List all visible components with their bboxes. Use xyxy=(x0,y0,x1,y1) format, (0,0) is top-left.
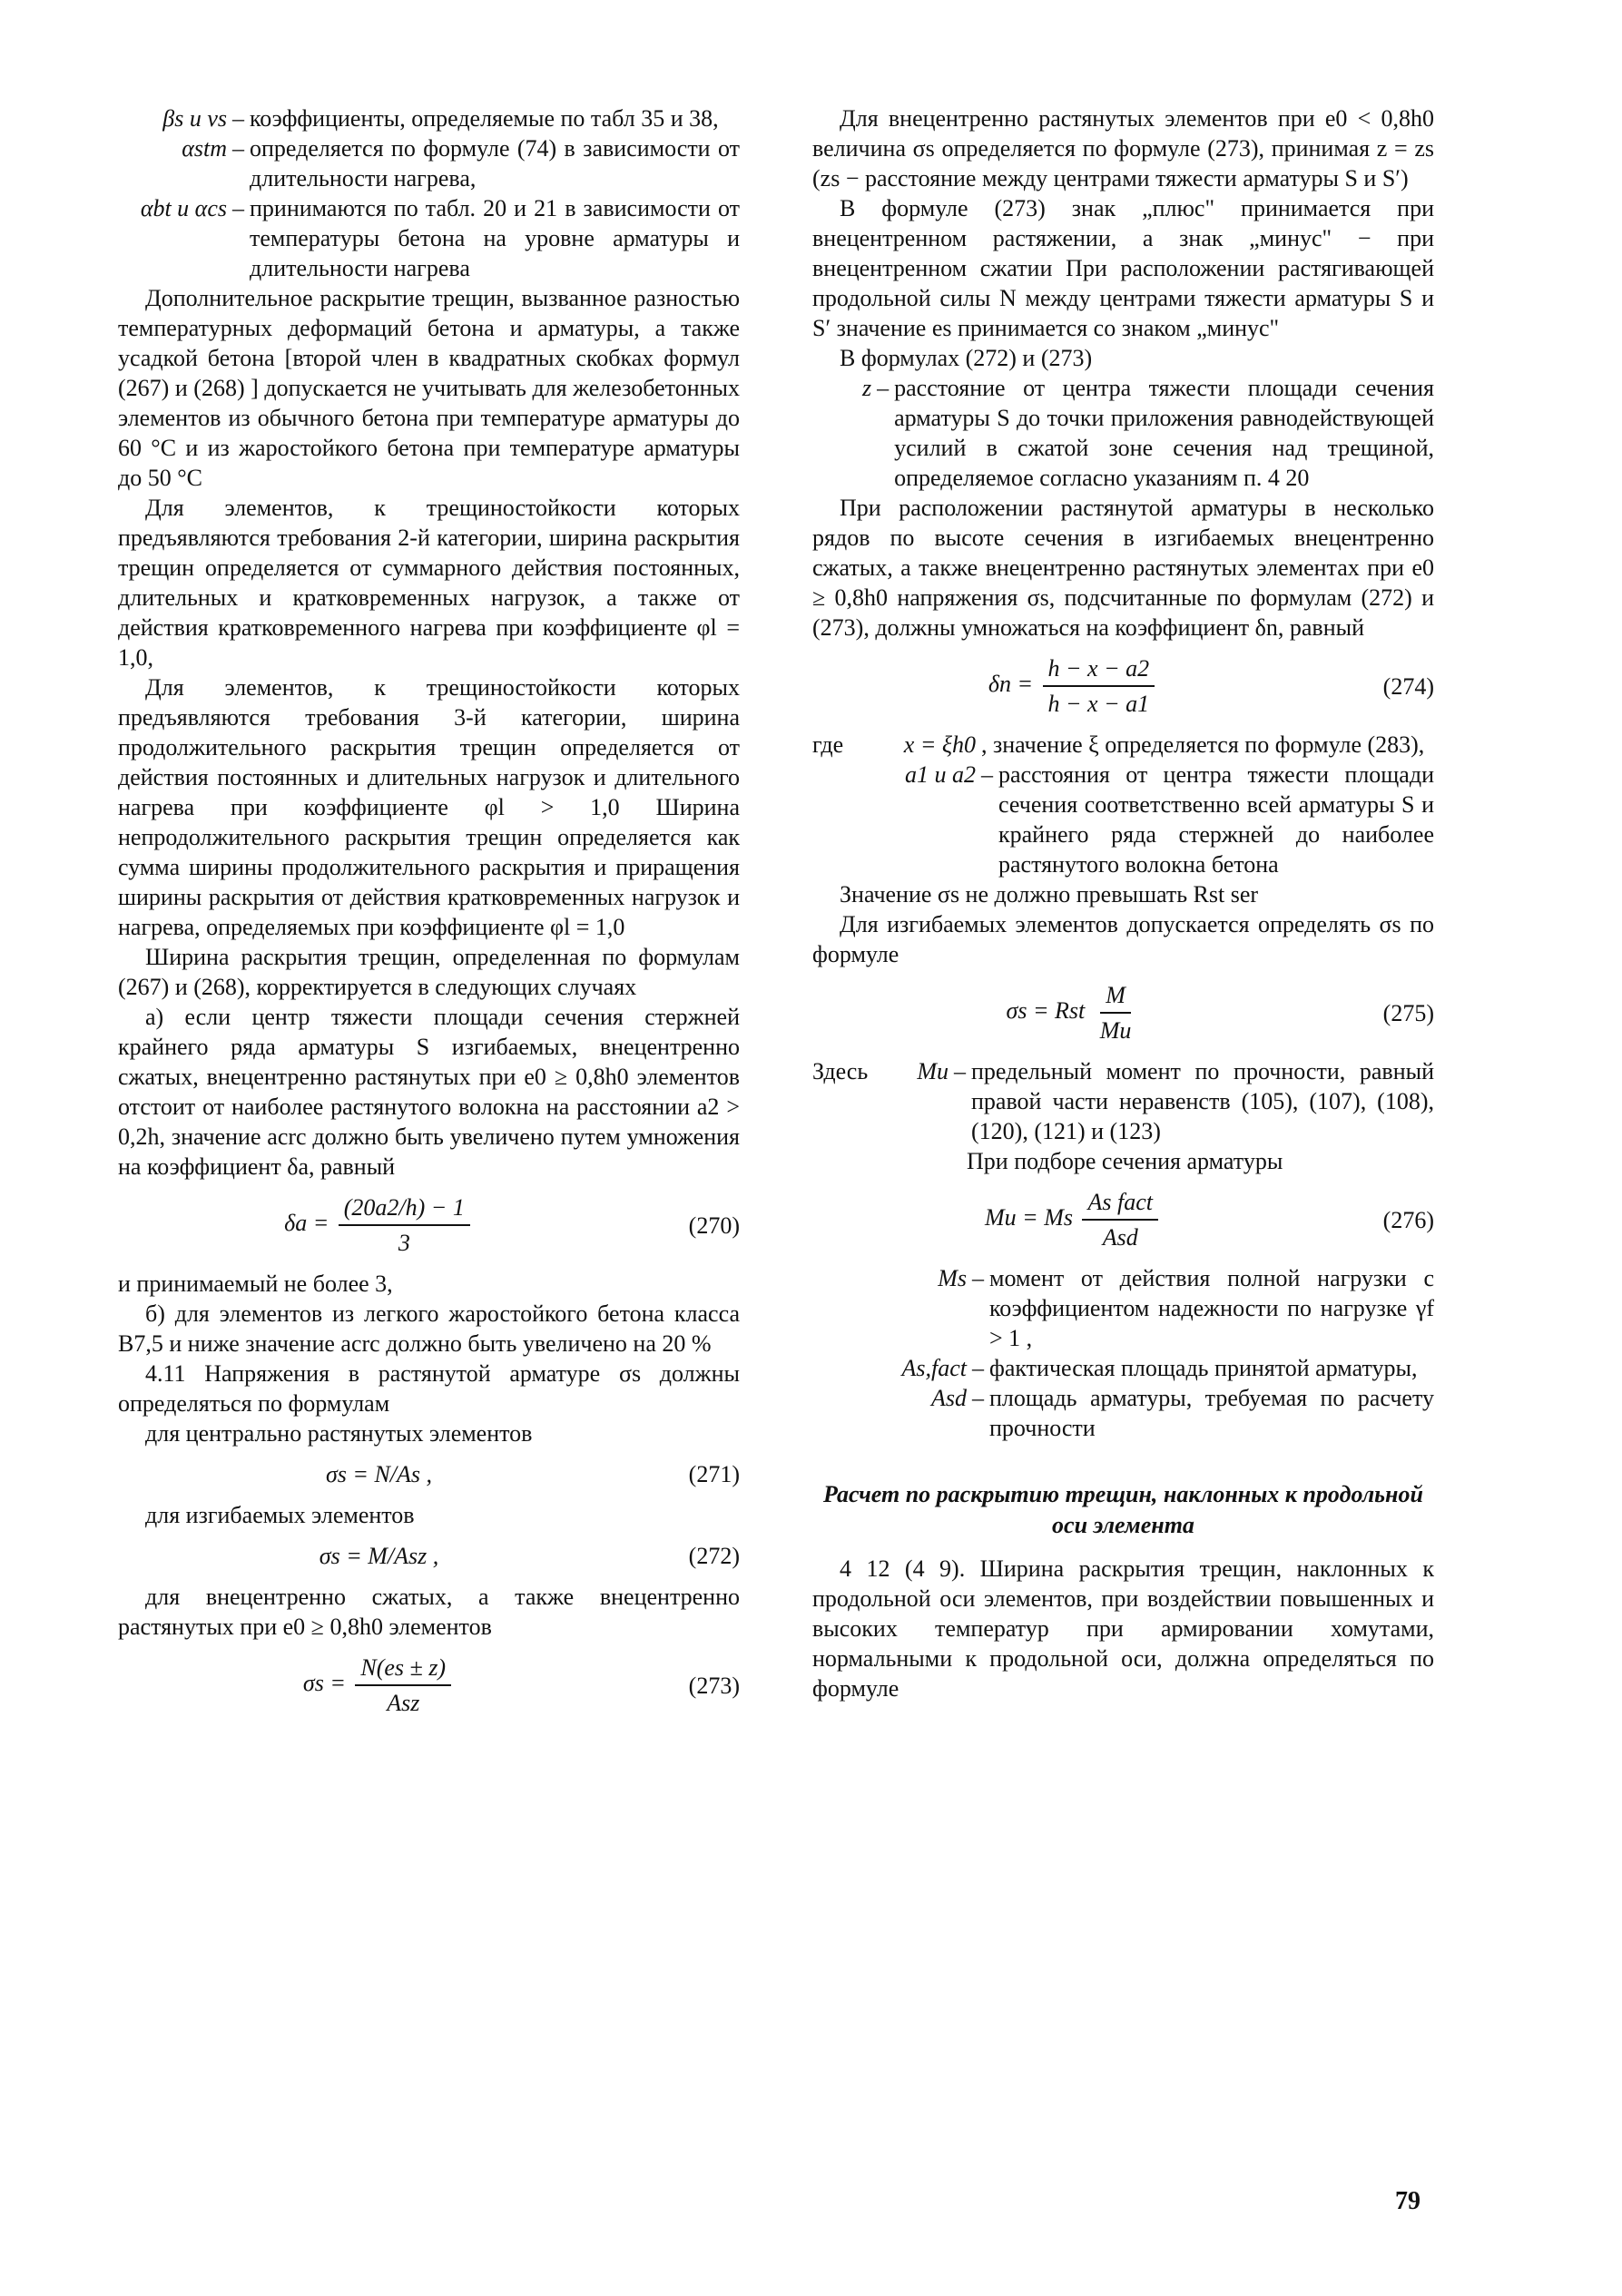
definition-text: коэффициенты, определяемые по табл 35 и 38, xyxy=(250,105,719,132)
equation-denominator: Asz xyxy=(387,1690,420,1716)
left-column xyxy=(118,103,740,1729)
definition-row: βs и νs – коэффициенты, определяемые по табл 35 и 38, xyxy=(118,103,740,133)
paragraph: Для элементов, к трещиностойкости которых предъявляются требования 3-й категории, ширина продолжительного раскрытия трещин определяется от действия постоянных и длительных нагрузок и длительного нагрева при коэффициенте φl > 1,0 Ширина непродолжительного раскрытия трещин определяется как сумма ширины продолжительного раскрытия и приращения ширины раскрытия от действия кратковременных нагрузок и нагрева, определяемых при коэффициенте φl = 1,0 xyxy=(118,674,740,940)
paragraph: Дополнительное раскрытие трещин, вызванное разностью температурных деформаций бетона и арматуры, а также усадкой бетона [второй член в квадратных скобках формул (267) и (268) ] допускается не учитывать для железобетонных элементов из обычного бетона при температуре арматуры до 60 °C и из жаростойкого бетона при температуре арматуры до 50 °C xyxy=(118,285,740,491)
definition-term: x = ξh0 xyxy=(903,731,976,758)
paragraph: для центрально растянутых элементов xyxy=(145,1420,533,1447)
equation-number: (276) xyxy=(1382,1206,1434,1233)
equation-274 xyxy=(812,653,1434,719)
right-column xyxy=(812,103,1434,1703)
here-label: Здесь xyxy=(812,1058,869,1084)
definition-term: αstm xyxy=(182,135,227,162)
definition-row: αbt и αcs – принимаются по табл. 20 и 21 в зависимости от температуры бетона на уровне арматуры и длительности нагрева xyxy=(118,193,740,283)
equation-body: σs = N/As , xyxy=(325,1461,433,1487)
equation-numerator: (20a2/h) − 1 xyxy=(339,1192,470,1226)
paragraph: Ширина раскрытия трещин, определенная по формулам (267) и (268), корректируется в следующих случаях xyxy=(118,944,740,1000)
definition-list xyxy=(812,1263,1434,1443)
definition-term: αbt и αcs xyxy=(140,195,227,221)
equation-275 xyxy=(812,980,1434,1045)
paragraph: 4 12 (4 9). Ширина раскрытия трещин, наклонных к продольной оси элементов, при воздействии повышенных и высоких температур при армировании хомутами, нормальными к продольной оси, должна определяться по формуле xyxy=(812,1555,1434,1702)
paragraph: Для внецентренно растянутых элементов при e0 < 0,8h0 величина σs определяется по формуле (273), принимая z = zs (zs − расстояние между центрами тяжести арматуры S и S′) xyxy=(812,105,1434,191)
definition-row: αstm – определяется по формуле (74) в зависимости от длительности нагрева, xyxy=(118,133,740,193)
equation-number: (271) xyxy=(688,1461,740,1487)
paragraph: При расположении растянутой арматуры в несколько рядов по высоте сечения в изгибаемых внецентренно сжатых, а также внецентренно растянутых элементах при e0 ≥ 0,8h0 напряжения σs, подсчитанные по формулам (272) и (273), должны умножаться на коэффициент δn, равный xyxy=(812,495,1434,641)
equation-number: (272) xyxy=(688,1543,740,1569)
equation-lhs: δa = xyxy=(284,1209,329,1236)
equation-fraction xyxy=(1043,653,1155,719)
definition-text: , значение ξ определяется по формуле (283), xyxy=(981,731,1425,758)
paragraph: для изгибаемых элементов xyxy=(145,1502,415,1528)
paragraph: При подборе сечения арматуры xyxy=(967,1148,1283,1174)
definition-term: a1 и a2 xyxy=(905,761,976,788)
equation-number: (270) xyxy=(688,1212,740,1239)
where-label: где xyxy=(812,731,844,758)
definition-text: фактическая площадь принятой арматуры, xyxy=(989,1355,1418,1381)
equation-fraction xyxy=(1082,1187,1158,1252)
section-heading: Расчет по раскрытию трещин, наклонных к продольной оси элемента xyxy=(823,1481,1423,1538)
equation-numerator: N(es ± z) xyxy=(355,1653,451,1686)
definition-term: Mu xyxy=(917,1058,949,1084)
where-block xyxy=(812,730,1434,879)
paragraph: Для элементов, к трещиностойкости которых предъявляются требования 2-й категории, ширина раскрытия трещин определяется от суммарного действия постоянных, длительных и кратковременных нагрузок, а также от действия кратковременного нагрева при коэффициенте φl = 1,0, xyxy=(118,495,740,671)
equation-numerator: As fact xyxy=(1082,1187,1158,1221)
equation-body: σs = M/Asz , xyxy=(319,1543,439,1569)
definition-row: Ms – момент от действия полной нагрузки с коэффициентом надежности по нагрузке γf > 1 , xyxy=(812,1263,1434,1353)
equation-lhs: σs = xyxy=(302,1669,346,1696)
definition-row: z – расстояние от центра тяжести площади сечения арматуры S до точки приложения равнодействующей усилий в сжатой зоне сечения над трещиной, определяемое согласно указаниям п. 4 20 xyxy=(862,375,1434,491)
equation-lhs: Mu = Ms xyxy=(985,1203,1073,1231)
equation-denominator: Asd xyxy=(1102,1224,1138,1251)
paragraph: 4.11 Напряжения в растянутой арматуре σs должны определяться по формулам xyxy=(118,1360,740,1417)
paragraph: б) для элементов из легкого жаростойкого бетона класса В7,5 и ниже значение acrc должно быть увеличено на 20 % xyxy=(118,1300,740,1357)
equation-lhs: δn = xyxy=(988,670,1033,697)
definition-text: определяется по формуле (74) в зависимости от длительности нагрева, xyxy=(250,135,740,191)
equation-fraction xyxy=(339,1192,470,1258)
equation-272 xyxy=(118,1541,740,1571)
equation-fraction xyxy=(1095,980,1137,1045)
equation-denominator: 3 xyxy=(398,1230,410,1256)
definition-row: a1 и a2 – расстояния от центра тяжести площади сечения соответственно всей арматуры S и крайнего ряда стержней до наиболее растянутого волокна бетона xyxy=(876,760,1434,879)
equation-270 xyxy=(118,1192,740,1258)
definition-row xyxy=(876,730,1434,760)
equation-number: (275) xyxy=(1382,999,1434,1026)
equation-numerator: h − x − a2 xyxy=(1043,653,1155,687)
definition-list xyxy=(118,103,740,283)
definition-text: предельный момент по прочности, равный правой части неравенств (105), (107), (108), (120), (121) и (123) xyxy=(971,1058,1434,1144)
definition-term: βs и νs xyxy=(162,105,227,132)
equation-denominator: Mu xyxy=(1099,1017,1132,1044)
page-number: 79 xyxy=(1395,2187,1420,2215)
definition-row: Asd – площадь арматуры, требуемая по расчету прочности xyxy=(812,1383,1434,1443)
equation-denominator: h − x − a1 xyxy=(1047,691,1150,717)
paragraph: а) если центр тяжести площади сечения стержней крайнего ряда арматуры S изгибаемых, внецентренно сжатых, внецентренно растянутых при e0 ≥ 0,8h0 элементов отстоит от наиболее растянутого волокна на расстоянии a2 > 0,2h, значение acrc должно быть увеличено путем умножения на коэффициент δa, равный xyxy=(118,1004,740,1180)
definition-term: z xyxy=(862,375,872,401)
definition-text: расстояния от центра тяжести площади сечения соответственно всей арматуры S и крайнего ряда стержней до наиболее растянутого волокна бетона xyxy=(998,761,1434,878)
paragraph: для внецентренно сжатых, а также внецентренно растянутых при e0 ≥ 0,8h0 элементов xyxy=(118,1584,740,1640)
equation-fraction xyxy=(355,1653,451,1718)
definition-text: момент от действия полной нагрузки с коэффициентом надежности по нагрузке γf > 1 , xyxy=(989,1265,1434,1351)
definition-row: As,fact – фактическая площадь принятой арматуры, xyxy=(812,1353,1434,1383)
definition-row: Mu – предельный момент по прочности, равный правой части неравенств (105), (107), (108), (120), (121) и (123) xyxy=(894,1056,1434,1146)
paragraph: и принимаемый не более 3, xyxy=(118,1271,393,1297)
paragraph: Значение σs не должно превышать Rst ser xyxy=(840,881,1259,908)
paragraph: В формулах (272) и (273) xyxy=(840,345,1093,371)
here-block xyxy=(812,1056,1434,1176)
equation-273 xyxy=(118,1653,740,1718)
equation-number: (273) xyxy=(688,1672,740,1699)
definition-text: расстояние от центра тяжести площади сечения арматуры S до точки приложения равнодействующей усилий в сжатой зоне сечения над трещиной, определяемое согласно указаниям п. 4 20 xyxy=(894,375,1434,491)
paragraph: В формуле (273) знак „плюс" принимается при внецентренном растяжении, а знак „минус" − при внецентренном сжатии При расположении растягивающей продольной силы N между центрами тяжести арматуры S и S′ значение es принимается со знаком „минус" xyxy=(812,195,1434,341)
definition-term: Ms xyxy=(938,1265,967,1291)
definition-term: Asd xyxy=(931,1385,967,1411)
equation-number: (274) xyxy=(1382,672,1434,700)
equation-271 xyxy=(118,1459,740,1489)
definition-text: площадь арматуры, требуемая по расчету прочности xyxy=(989,1385,1434,1441)
definition-text: принимаются по табл. 20 и 21 в зависимости от температуры бетона на уровне арматуры и длительности нагрева xyxy=(250,195,740,281)
equation-lhs: σs = Rst xyxy=(1006,996,1086,1024)
equation-numerator: M xyxy=(1100,980,1131,1014)
paragraph: Для изгибаемых элементов допускается определять σs по формуле xyxy=(812,911,1434,967)
equation-276 xyxy=(812,1187,1434,1252)
definition-term: As,fact xyxy=(901,1355,967,1381)
